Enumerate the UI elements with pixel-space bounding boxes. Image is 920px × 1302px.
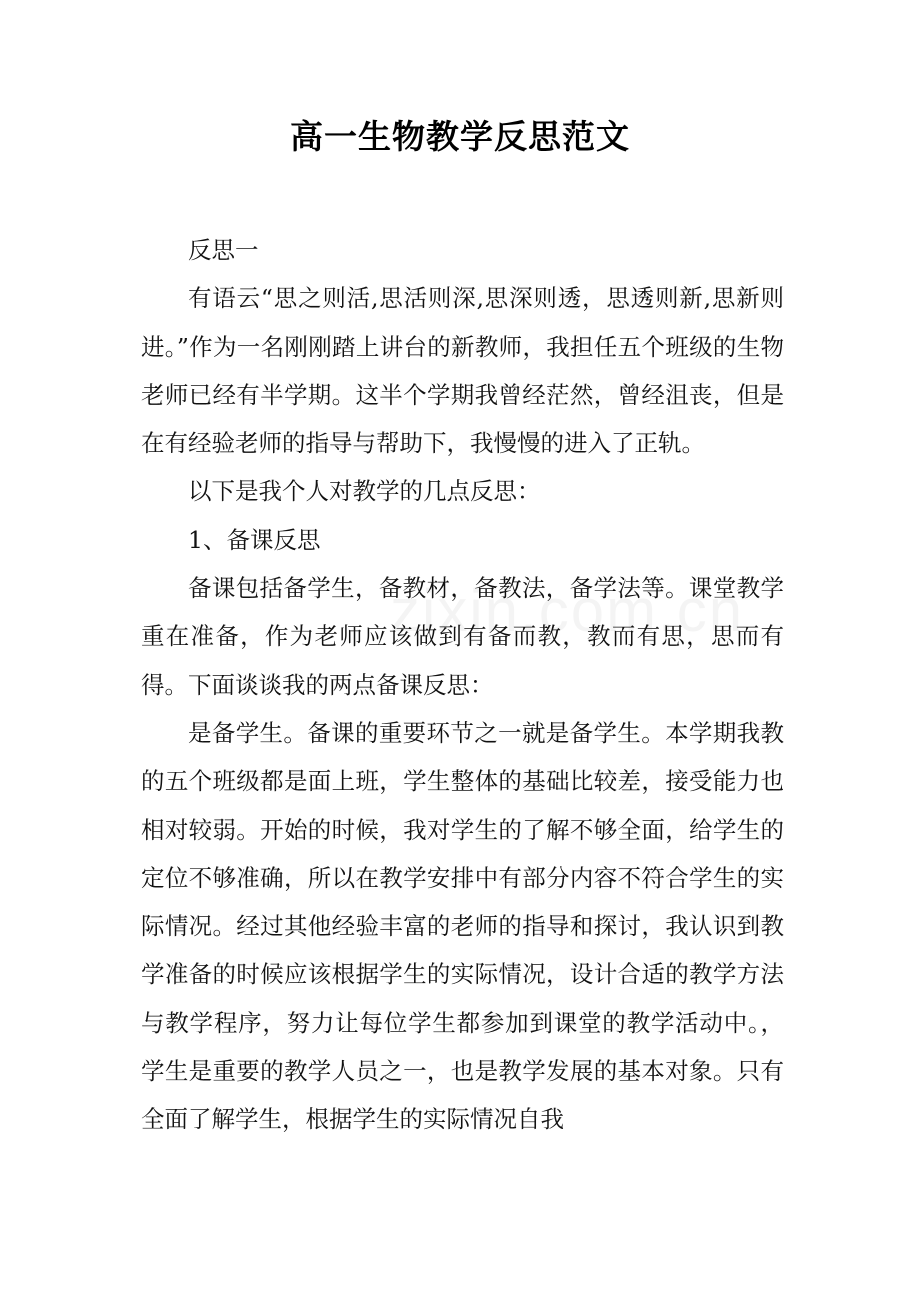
body-paragraph: 备课包括备学生，备教材，备教法，备学法等。课堂教学重在准备，作为老师应该做到有备而教，教而有思，思而有得。下面谈谈我的两点备课反思： xyxy=(141,574,784,699)
document-title: 高一生物教学反思范文 xyxy=(290,117,630,156)
document-body xyxy=(141,226,784,1144)
body-paragraph: 以下是我个人对教学的几点反思： xyxy=(188,477,541,506)
section-heading-reflection-one: 反思一 xyxy=(188,236,259,264)
body-paragraph: 是备学生。备课的重要环节之一就是备学生。本学期我教的五个班级都是面上班，学生整体的基础比较差，接受能力也相对较弱。开始的时候，我对学生的了解不够全面，给学生的定位不够准确，所以在教学安排中有部分内容不符合学生的实际情况。经过其他经验丰富的老师的指导和探讨，我认识到教学准备的时候应该根据学生的实际情况，设计合适的教学方法与教学程序，努力让每位学生都参加到课堂的教学活动中。，学生是重要的教学人员之一，也是教学发展的基本对象。只有全面了解学生，根据学生的实际情况自我 xyxy=(141,718,784,1134)
body-paragraph: 有语云“思之则活,思活则深,思深则透，思透则新,思新则进。”作为一名刚刚踏上讲台的新教师，我担任五个班级的生物老师已经有半学期。这半个学期我曾经茫然，曾经沮丧，但是在有经验老师的指导与帮助下，我慢慢的进入了正轨。 xyxy=(141,284,784,458)
subsection-heading: 1、备课反思 xyxy=(188,525,321,554)
